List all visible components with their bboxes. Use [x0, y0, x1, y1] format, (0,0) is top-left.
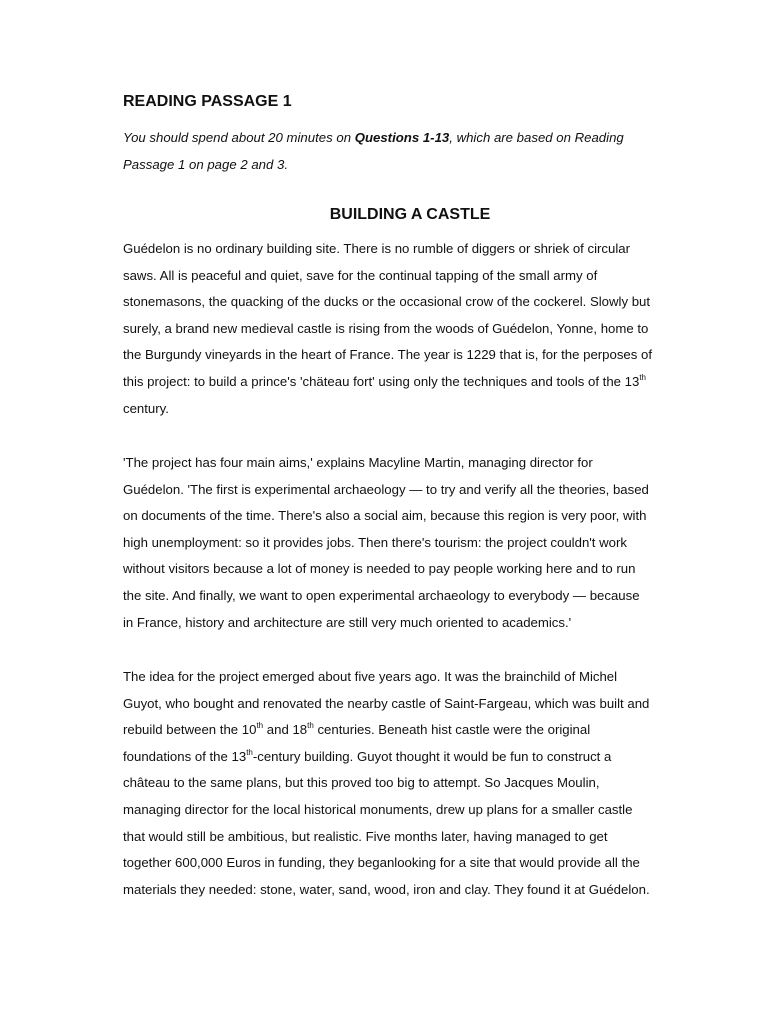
text-line: rebuild between the 10th and 18th centuries. Beneath hist castle were the original: [123, 721, 591, 738]
paragraph-2: [123, 450, 708, 636]
text-line: The idea for the project emerged about five years ago. It was the brainchild of Michel: [123, 669, 618, 684]
text-line: managing director for the local historical monuments, drew up plans for a smaller castle: [123, 801, 633, 817]
text-line: century.: [123, 400, 169, 416]
ordinal-suffix: th: [256, 721, 264, 731]
text-line: that would still be ambitious, but realistic. Five months later, having managed to get: [123, 828, 608, 844]
text-line: 'The project has four main aims,' explains Macyline Martin, managing director for: [123, 455, 593, 470]
text-line: the site. And finally, we want to open experimental archaeology to everybody — because: [123, 587, 640, 603]
text-line: château to the same plans, but this proved too big to attempt. So Jacques Moulin,: [123, 775, 600, 791]
text-line: on documents of the time. There's also a social aim, because this region is very poor, with: [123, 508, 647, 524]
text-line: stonemasons, the quacking of the ducks or the occasional crow of the cockerel. Slowly but: [123, 294, 651, 310]
paragraph-1: [123, 236, 708, 422]
ordinal-suffix: th: [639, 372, 646, 382]
text-line: this project: to build a prince's 'chäteau fort' using only the techniques and tools of the 13th: [123, 372, 646, 389]
text-line: high unemployment: so it provides jobs. Then there's tourism: the project couldn't work: [123, 534, 627, 550]
text-line: foundations of the 13th-century building. Guyot thought it would be fun to construct a: [123, 747, 612, 764]
text-line: materials they needed: stone, water, sand, wood, iron and clay. They found it at Guédelon.: [123, 881, 650, 897]
text-line: in France, history and architecture are still very much oriented to academics.': [123, 614, 572, 630]
text-line: without visitors because a lot of money is needed to pay people working here and to run: [123, 561, 636, 577]
questions-range: Questions 1-13: [354, 130, 450, 145]
instructions: [123, 124, 703, 178]
text-line: surely, a brand new medieval castle is rising from the woods of Guédelon, Yonne, home to: [123, 320, 649, 336]
section-heading: READING PASSAGE 1: [123, 93, 292, 110]
text-line: Guyot, who bought and renovated the nearby castle of Saint-Fargeau, which was built and: [123, 695, 650, 711]
text-line: the Burgundy vineyards in the heart of France. The year is 1229 that is, for the perposes of: [123, 347, 653, 363]
text-line: Guédelon is no ordinary building site. There is no rumble of diggers or shriek of circular: [123, 241, 630, 256]
paragraph-3: [123, 664, 708, 903]
passage-title: BUILDING A CASTLE: [329, 206, 491, 223]
ordinal-suffix: th: [246, 747, 253, 757]
instructions-line-2: Passage 1 on page 2 and 3.: [123, 157, 288, 172]
text-line: Guédelon. 'The first is experimental archaeology — to try and verify all the theories, based: [123, 481, 649, 497]
instructions-line-1: You should spend about 20 minutes on Questions 1-13, which are based on Reading: [123, 130, 624, 145]
text-line: saws. All is peaceful and quiet, save for the continual tapping of the small army of: [123, 267, 598, 283]
ordinal-suffix: th: [307, 721, 314, 731]
text-line: together 600,000 Euros in funding, they beganlooking for a site that would provide all the: [123, 855, 640, 871]
